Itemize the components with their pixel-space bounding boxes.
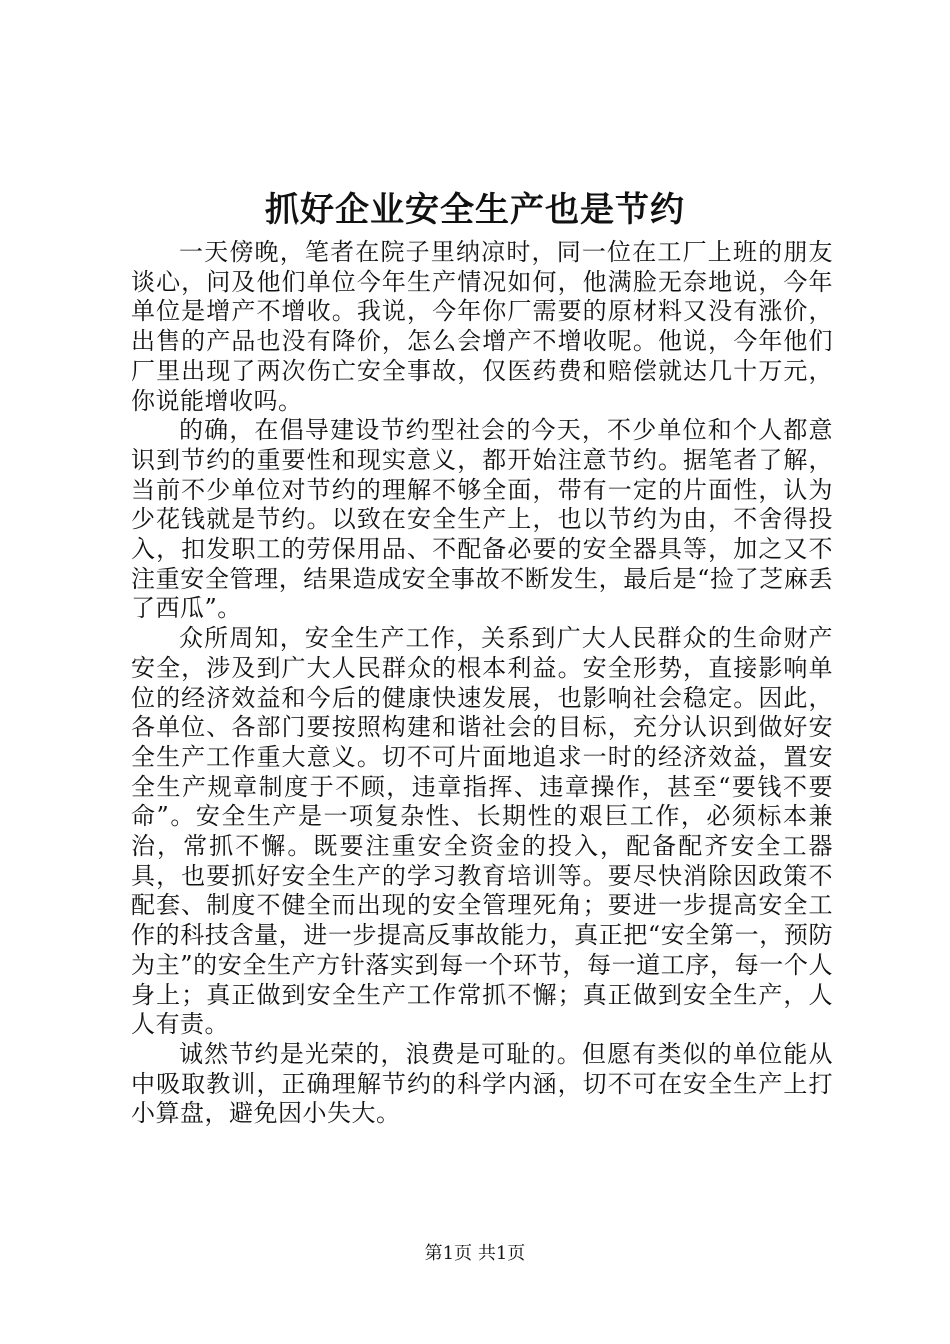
paragraph-4: 诚然节约是光荣的，浪费是可耻的。但愿有类似的单位能从中吸取教训，正确理解节约的科学内涵，切不可在安全生产上打小算盘，避免因小失大。 [131, 1039, 833, 1128]
document-title: 抓好企业安全生产也是节约 [265, 190, 685, 230]
paragraph-1: 一天傍晚，笔者在院子里纳凉时，同一位在工厂上班的朋友谈心，问及他们单位今年生产情况如何，他满脸无奈地说，今年单位是增产不增收。我说，今年你厂需要的原材料又没有涨价，出售的产品也没有降价，怎么会增产不增收呢。他说，今年他们厂里出现了两次伤亡安全事故，仅医药费和赔偿就达几十万元，你说能增收吗。 [131, 238, 833, 415]
paragraph-2: 的确，在倡导建设节约型社会的今天，不少单位和个人都意识到节约的重要性和现实意义，都开始注意节约。据笔者了解，当前不少单位对节约的理解不够全面，带有一定的片面性，认为少花钱就是节约。以致在安全生产上，也以节约为由，不舍得投入，扣发职工的劳保用品、不配备必要的安全器具等，加之又不注重安全管理，结果造成安全事故不断发生，最后是“捡了芝麻丢了西瓜”。 [131, 416, 833, 623]
page-footer: 第1页 共1页 [424, 1243, 526, 1264]
document-body [131, 238, 833, 1129]
paragraph-3: 众所周知，安全生产工作，关系到广大人民群众的生命财产安全，涉及到广大人民群众的根本利益。安全形势，直接影响单位的经济效益和今后的健康快速发展，也影响社会稳定。因此，各单位、各部门要按照构建和谐社会的目标，充分认识到做好安全生产工作重大意义。切不可片面地追求一时的经济效益，置安全生产规章制度于不顾，违章指挥、违章操作，甚至“要钱不要命”。安全生产是一项复杂性、长期性的艰巨工作，必须标本兼治，常抓不懈。既要注重安全资金的投入，配备配齐安全工器具，也要抓好安全生产的学习教育培训等。要尽快消除因政策不配套、制度不健全而出现的安全管理死角；要进一步提高安全工作的科技含量，进一步提高反事故能力，真正把“安全第一，预防为主”的安全生产方针落实到每一个环节，每一道工序，每一个人身上；真正做到安全生产工作常抓不懈；真正做到安全生产，人人有责。 [131, 624, 833, 1039]
